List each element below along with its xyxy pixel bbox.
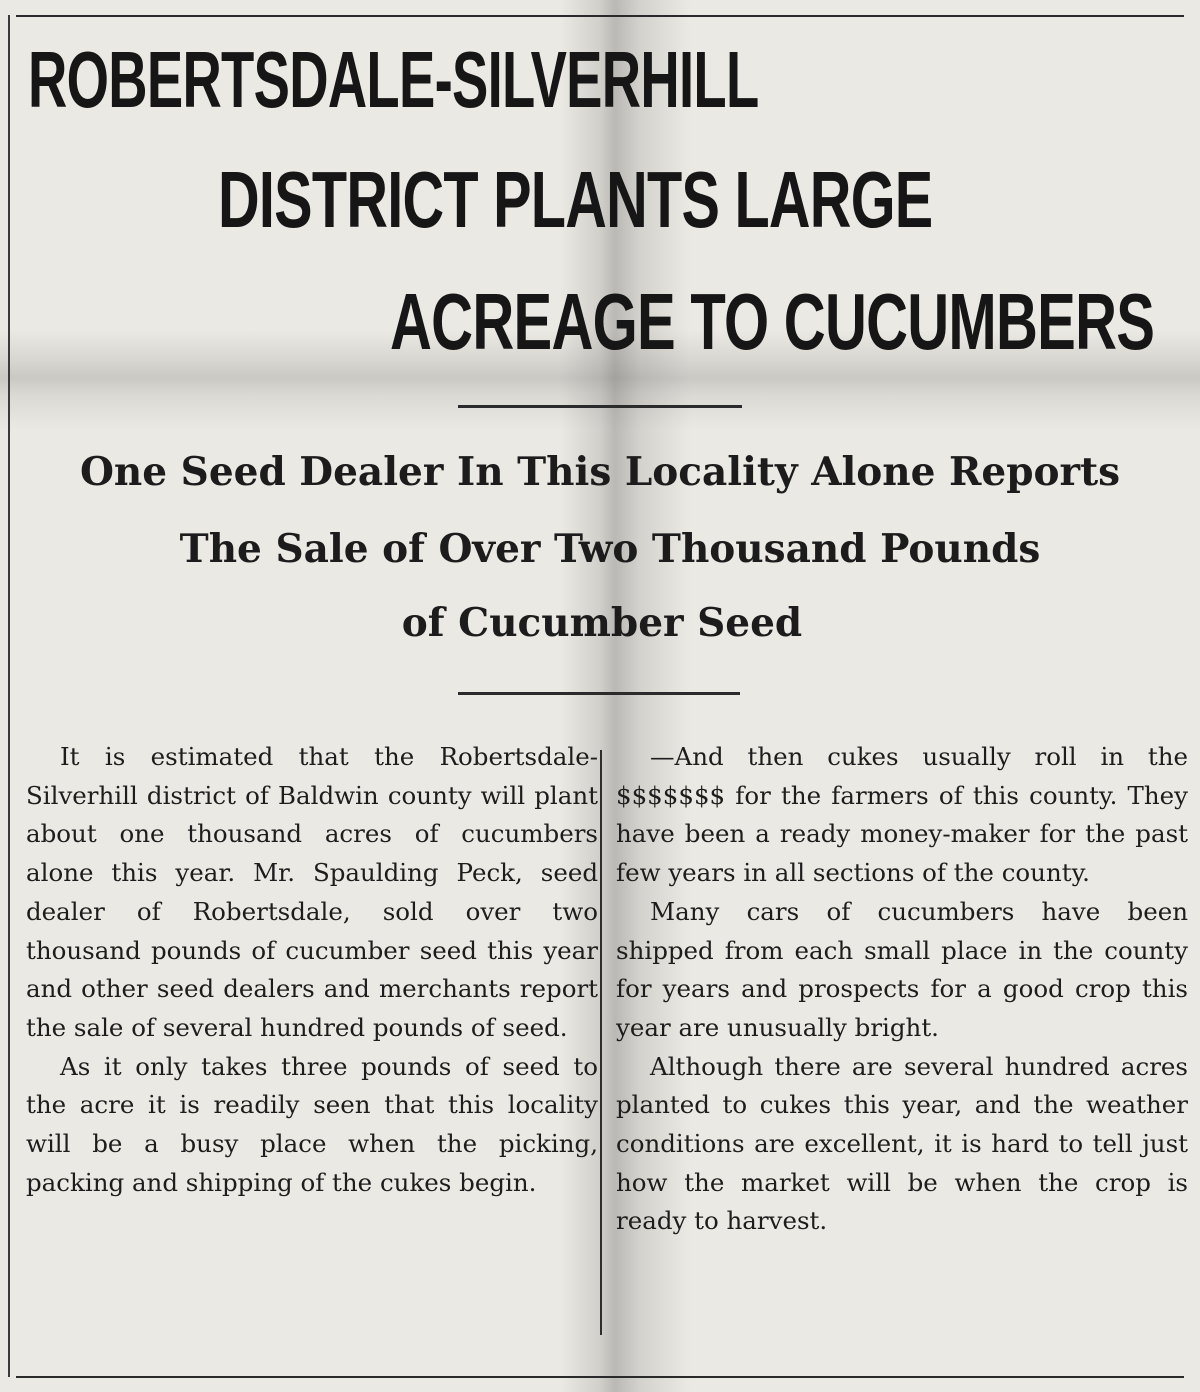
top-rule bbox=[16, 15, 1184, 17]
right-paragraph-2: Many cars of cucumbers have been shipped from each small place in the county for years and prospects for a good crop this year are unusually bright. bbox=[616, 896, 1188, 1042]
headline-line-1: ROBERTSDALE-SILVERHILL bbox=[28, 35, 759, 124]
subheadline-line-1: One Seed Dealer In This Locality Alone Reports bbox=[79, 449, 1121, 495]
subheadline-divider bbox=[458, 692, 740, 695]
headline-line-3: ACREAGE TO CUCUMBERS bbox=[390, 277, 1155, 366]
left-paragraph-1: It is estimated that the Robertsdale-Silverhill district of Baldwin county will plant about one thousand acres of cucumbers alone this year. Mr. Spaulding Peck, seed dealer of Robertsdale, sold over two thousand pounds of cucumber seed this year and other seed dealers and merchants report the sale of several hundred pounds of seed. bbox=[26, 742, 598, 1042]
right-paragraph-3: Although there are several hundred acres planted to cukes this year, and the weather conditions are excellent, it is hard to tell just how the market will be when the crop is ready to harvest. bbox=[616, 1051, 1188, 1236]
column-divider bbox=[600, 750, 602, 1335]
article-right-column bbox=[616, 738, 1188, 1241]
headline-divider bbox=[458, 405, 742, 408]
subheadline-line-3: of Cucumber Seed bbox=[401, 600, 803, 646]
bottom-rule bbox=[16, 1376, 1184, 1378]
left-rule bbox=[8, 15, 10, 1377]
article-left-column bbox=[26, 738, 598, 1202]
headline-line-2: DISTRICT PLANTS LARGE bbox=[218, 155, 933, 244]
left-paragraph-2: As it only takes three pounds of seed to the acre it is readily seen that this locality will be a busy place when the picking, packing and shipping of the cukes begin. bbox=[26, 1051, 598, 1197]
right-paragraph-1: —And then cukes usually roll in the $$$$$$$ for the farmers of this county. They have been a ready money-maker for the past few years in all sections of the county. bbox=[616, 742, 1188, 888]
subheadline-line-2: The Sale of Over Two Thousand Pounds bbox=[179, 526, 1041, 572]
